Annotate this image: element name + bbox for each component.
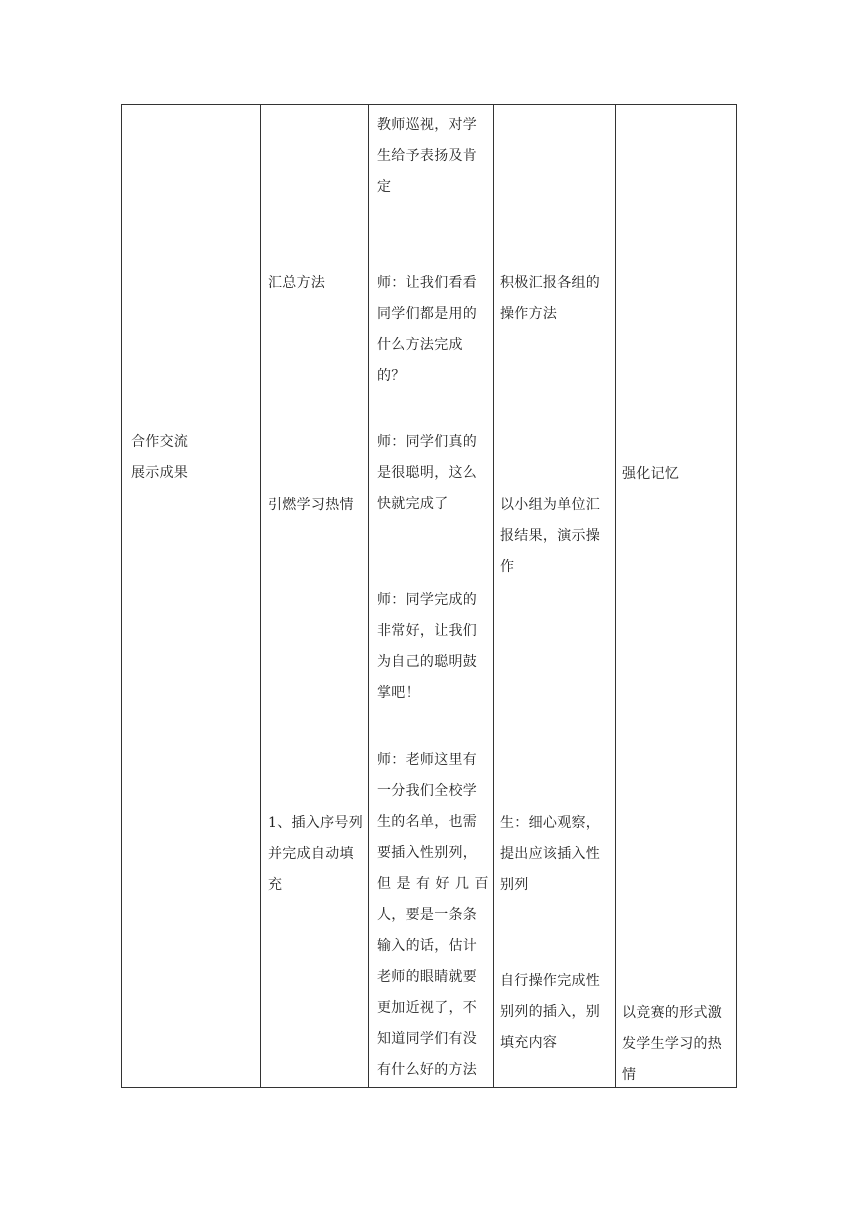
- student-demo-text: 以小组为单位汇 报结果，演示操 作: [500, 497, 601, 575]
- purpose-memory-text: 强化记忆: [622, 466, 680, 482]
- teacher-patrol-text: 教师巡视，对学 生给予表扬及肯 定: [377, 117, 478, 195]
- step-ignite-cell: 引燃学习热情: [268, 497, 354, 513]
- step-insert-cell: 1、插入序号列 并完成自动填 充: [268, 815, 364, 893]
- student-operate-text: 自行操作完成性 别列的插入，别 填充内容: [500, 973, 601, 1051]
- student-report-text: 积极汇报各组的 操作方法: [500, 275, 601, 322]
- teacher-list-text-3: 人，要是一条条 输入的话，估计 老师的眼睛就要 更加近视了，不 知道同学们有没 有什么好的方法: [377, 907, 478, 1078]
- column-divider: [615, 105, 616, 1087]
- purpose-compete-text: 以竞赛的形式激 发学生学习的热 情: [622, 1005, 723, 1083]
- student-observe-text: 生：细心观察， 提出应该插入性 别列: [500, 815, 601, 893]
- column-divider: [368, 105, 369, 1087]
- teacher-praise-text: 师：同学们真的 是很聪明，这么 快就完成了: [377, 434, 478, 512]
- teacher-ask-text: 师：让我们看看 同学们都是用的 什么方法完成 的？: [377, 275, 478, 384]
- teacher-list-text-1: 师：老师这里有 一分我们全校学 生的名单，也需 要插入性别列，: [377, 752, 478, 861]
- teacher-applause-text: 师：同学完成的 非常好，让我们 为自己的聪明鼓 掌吧！: [377, 592, 478, 701]
- column-divider: [260, 105, 261, 1087]
- stage-cell: 合作交流 展示成果: [131, 434, 189, 481]
- step-summary-cell: 汇总方法: [268, 275, 326, 291]
- column-divider: [493, 105, 494, 1087]
- teacher-list-text-2: 但是有好几百: [377, 876, 494, 892]
